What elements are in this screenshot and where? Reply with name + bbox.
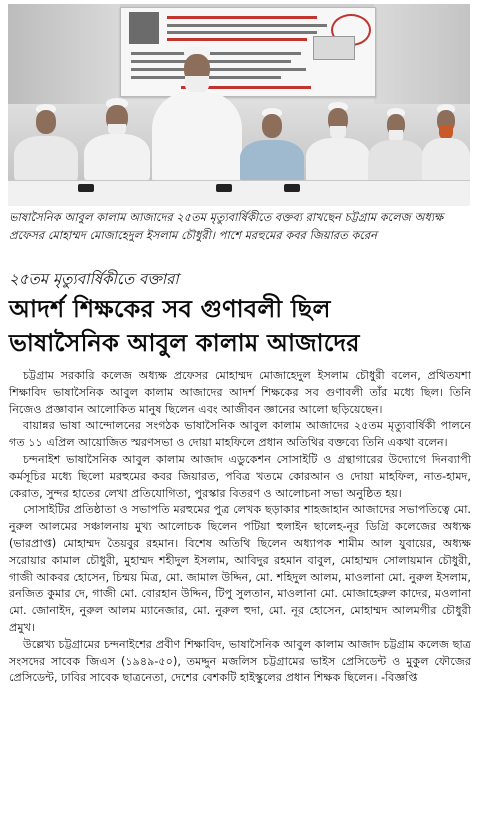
person	[368, 106, 424, 184]
headline-line: আদর্শ শিক্ষকের সব গুণাবলী ছিল	[9, 295, 331, 323]
speaker	[152, 44, 242, 184]
wall-left	[8, 4, 120, 104]
event-photo	[8, 4, 470, 206]
paragraph: উল্লেখ্য চট্টগ্রামের চন্দনাইশের প্রবীণ শিক্ষাবিদ, ভাষাসৈনিক আবুল কালাম আজাদ চট্টগ্রাম কলেজ ছাত্র সংসদের সাবেক জিএস (১৯৪৯-৫০), তমদ্দুন মজলিস চট্টগ্রামের ভাইস প্রেসিডেন্ট ও মুকুল ফৌজের প্রেসিডেন্ট, ঢাবির সাবেক ছাত্রনেতা, দেশের বেশকটি হাইস্কুলের প্রধান শিক্ষক ছিলেন। -বিজ্ঞপ্তি	[9, 637, 471, 685]
wall-right	[374, 4, 470, 104]
person	[84, 96, 150, 182]
headline-line: ভাষাসৈনিক আবুল কালাম আজাদের	[9, 329, 360, 357]
article-body	[9, 368, 471, 687]
microphone-icon	[78, 184, 94, 192]
subheading: ২৫তম মৃত্যুবার্ষিকীতে বক্তারা	[9, 270, 179, 288]
headline	[9, 292, 473, 360]
paragraph: চট্টগ্রাম সরকারি কলেজ অধ্যক্ষ প্রফেসর মোহাম্মদ মোজাহেদুল ইসলাম চৌধুরী বলেন, প্রথিতযশা শিক্ষাবিদ ভাষাসৈনিক আবুল কালাম আজাদের আদর্শ শিক্ষকের সব গুণাবলী তাঁর মধ্যে ছিল। তিনি নিজেও প্রজ্ঞাবান আলোকিত মানুষ ছিলেন এবং আজীবন জ্ঞানের আলো ছড়িয়েছেন।	[9, 369, 471, 416]
paragraph: চন্দনাইশ ভাষাসৈনিক আবুল কালাম আজাদ এডুকেশন সোসাইটি ও গ্রন্থাগারের উদ্যোগে দিনব্যাপী কর্মসূচির মধ্যে ছিলো মরহুমের কবর জিয়ারত, পবিত্র খতমে কোরআন ও দোয়া মাহফিল, নাত-হামদ, কেরাত, সুন্দর হাতের লেখা প্রতিযোগিতা, পুরস্কার বিতরণ ও আলোচনা সভা অনুষ্ঠিত হয়।	[9, 452, 471, 500]
person	[422, 102, 470, 184]
paragraph: বায়ান্নর ভাষা আন্দোলনের সংগঠক ভাষাসৈনিক আবুল কালাম আজাদের ২৫তম মৃত্যুবার্ষিকী পালনে গত ১১ এপ্রিল আয়োজিত স্মরণসভা ও দোয়া মাহফিলে প্রধান অতিথির বক্তব্যে তিনি একথা বলেন।	[9, 419, 471, 450]
person	[240, 106, 304, 184]
table	[8, 180, 470, 206]
banner-portrait	[129, 12, 159, 44]
photo-caption: ভাষাসৈনিক আবুল কালাম আজাদের ২৫তম মৃত্যুবার্ষিকীতে বক্তব্য রাখছেন চট্টগ্রাম কলেজ অধ্যক্ষ প্রফেসর মোহাম্মদ মোজাহেদুল ইসলাম চৌধুরী। পাশে মরহুমের কবর জিয়ারত করেন	[9, 210, 444, 242]
banner-box	[313, 36, 355, 60]
microphone-icon	[216, 184, 232, 192]
person	[14, 102, 78, 182]
person	[306, 100, 370, 184]
microphone-icon	[284, 184, 300, 192]
paragraph: সোসাইটির প্রতিষ্ঠাতা ও সভাপতি মরহুমের পুত্র লেখক ছড়াকার শাহজাহান আজাদের সভাপতিত্বে মো. নুরুল আলমের সঞ্চালনায় মুখ্য আলোচক ছিলেন পটিয়া হুলাইন ছালেহ-নূর ডিগ্রি কলেজের অধ্যক্ষ (ভারপ্রাপ্ত) মোহাম্মদ তৈয়বুর রহমান। বিশেষ অতিথি ছিলেন অধ্যাপক শামীম আল যুবায়ের, অধ্যক্ষ সরোয়ার কামাল চৌধুরী, মুহাম্মদ শহীদুল ইসলাম, আবিদুর রহমান বাবুল, মোহাম্মদ সোলায়মান চৌধুরী, গাজী আকবর হোসেন, চিন্ময় মিত্র, মো. জামাল উদ্দিন, মো. শহিদুল আলম, মাওলানা মো. নুরুল ইসলাম, রনজিত কুমার দে, গাজী মো. বোরহান উদ্দিন, টিপু সুলতান, মাওলানা মো. মোজাহেরুল কাদের, মওলানা মো. জোনাইদ, নুরুল আলম ম্যানেজার, মো. নুরুল হুদা, মো. নূর হোসেন, মোহাম্মদ আলমগীর চৌধুরী প্রমুখ।	[9, 503, 471, 634]
